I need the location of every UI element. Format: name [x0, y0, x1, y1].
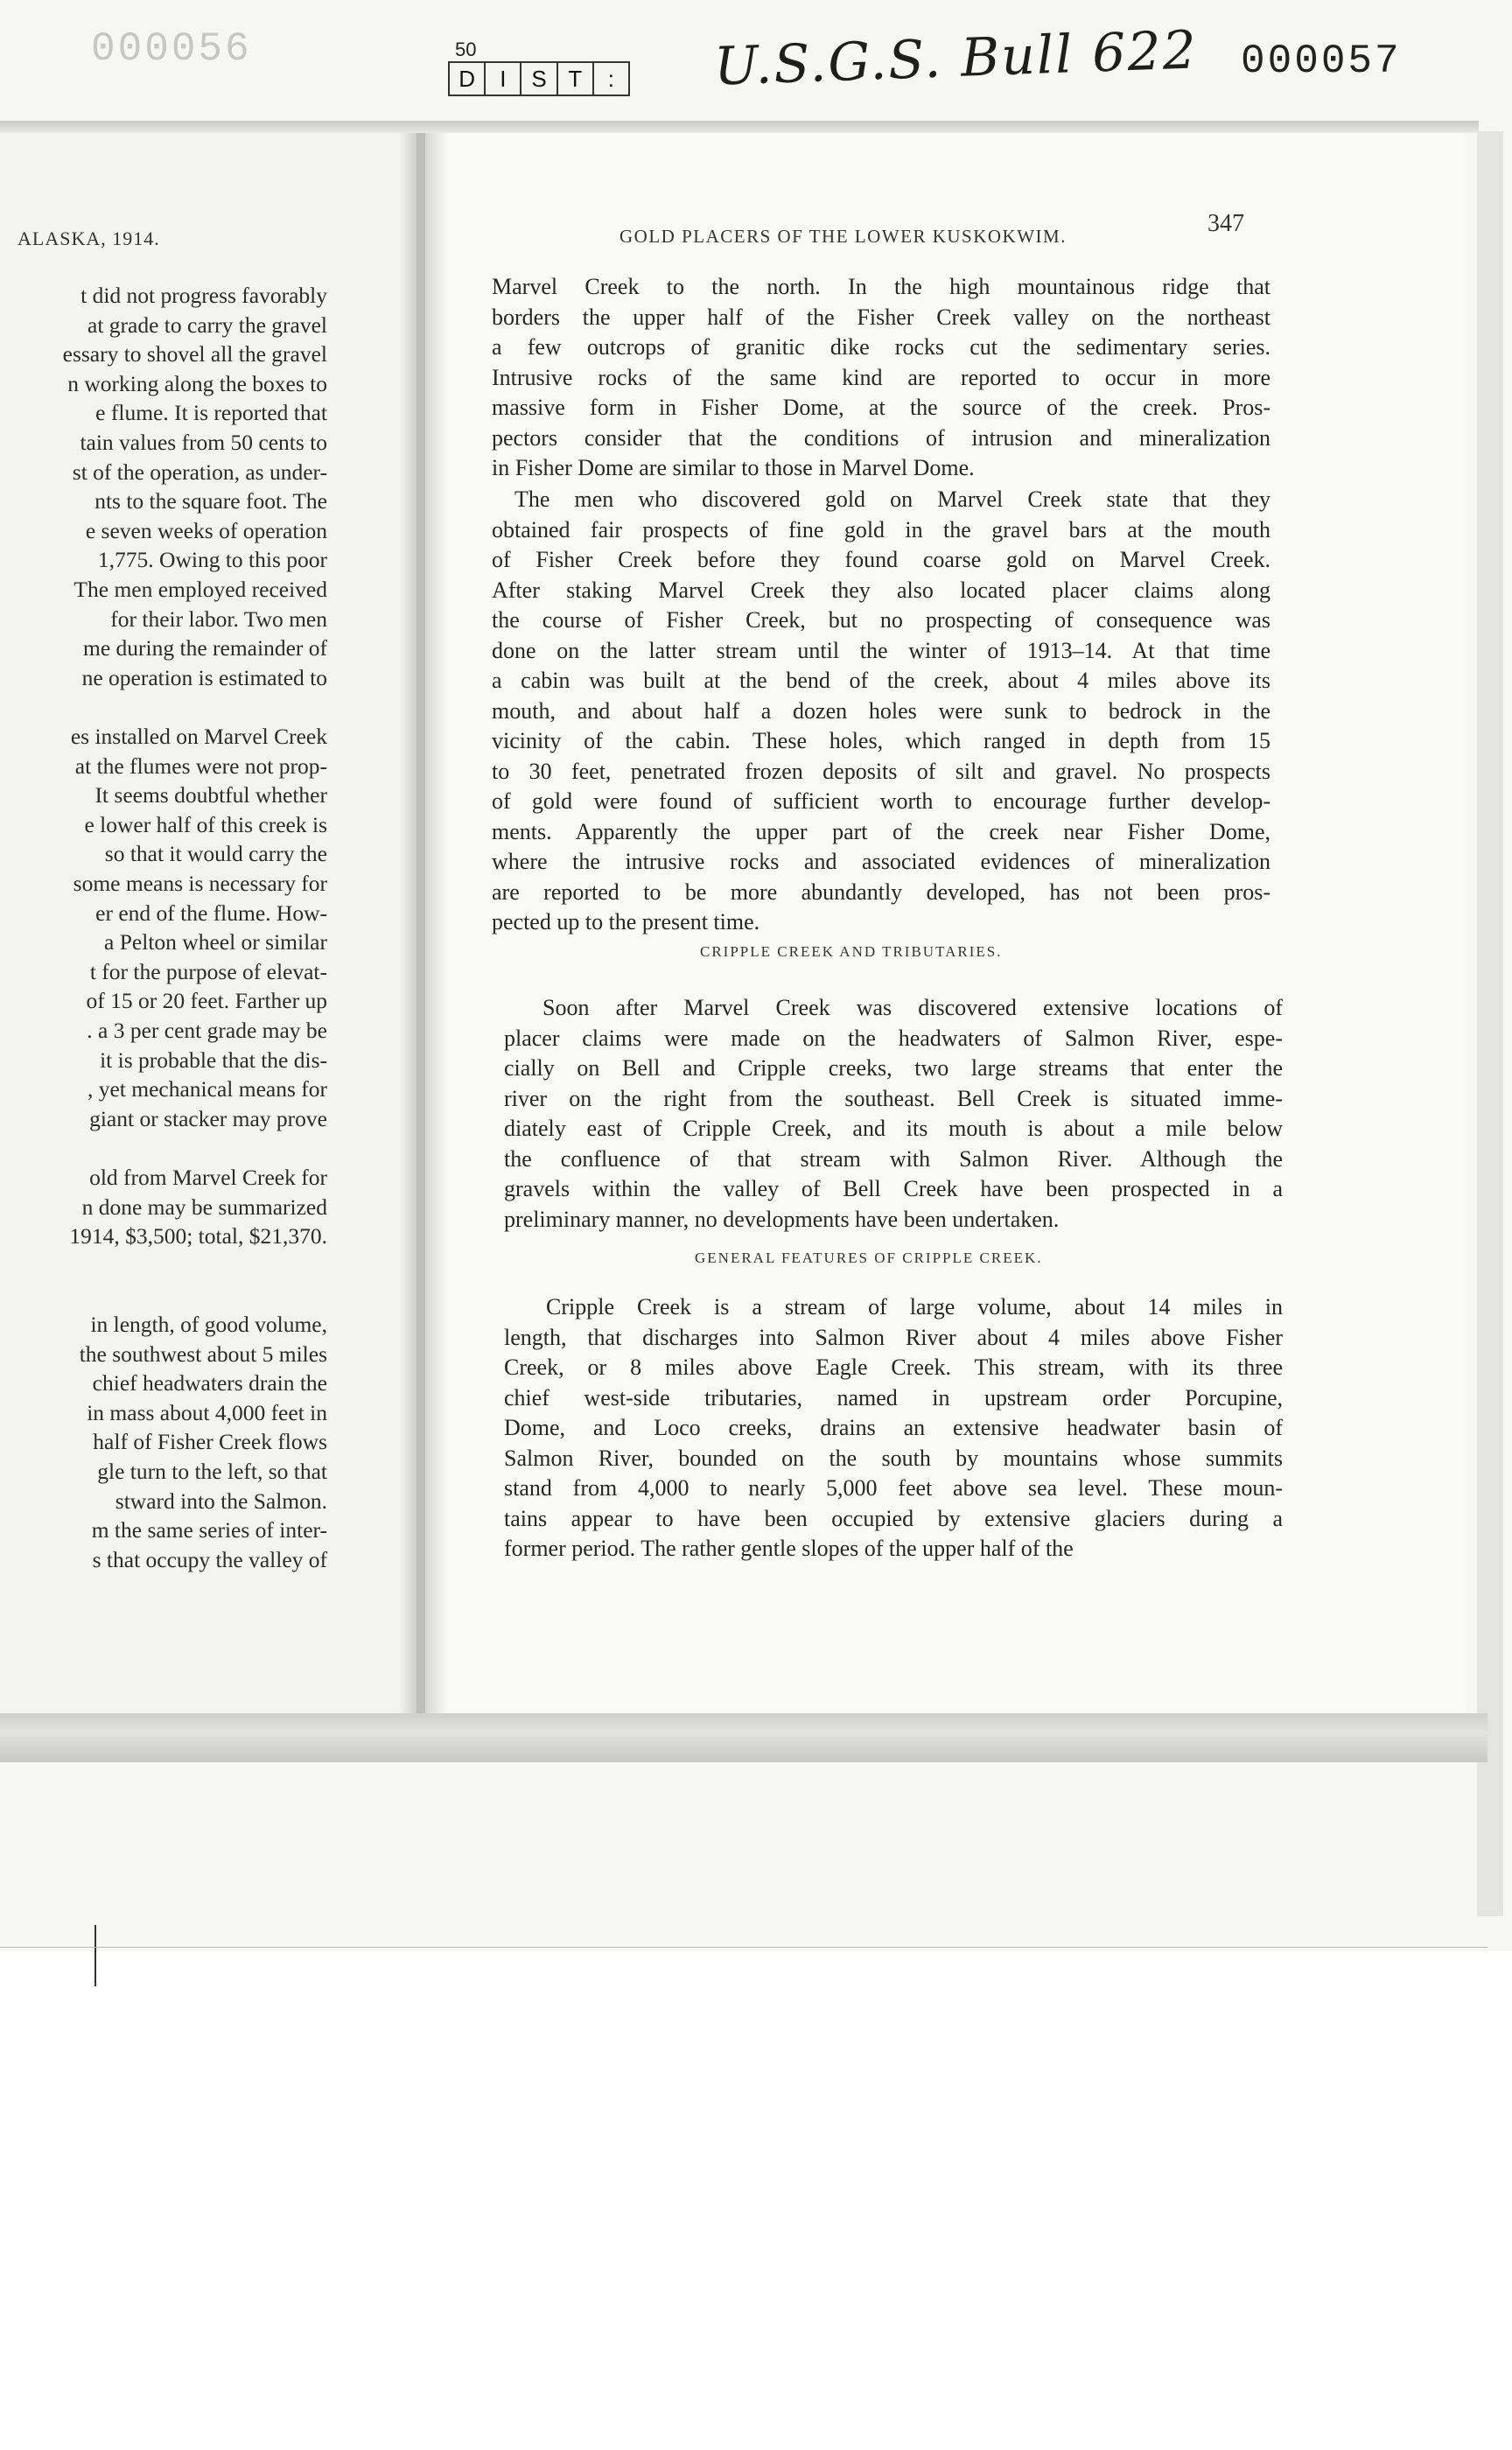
handwritten-reference: U.S.G.S. Bull 622	[712, 19, 1199, 98]
paragraph-line: stand from 4,000 to nearly 5,000 feet above sea level. These moun-	[504, 1475, 1283, 1501]
running-head: GOLD PLACERS OF THE LOWER KUSKOKWIM.	[620, 226, 1067, 247]
left-page-line: er end of the flume. How-	[95, 900, 327, 926]
paragraph-line: Cripple Creek is a stream of large volume, about 14 miles in	[546, 1294, 1283, 1320]
paragraph-line: length, that discharges into Salmon River about 4 miles above Fisher	[504, 1324, 1283, 1350]
paragraph-line: are reported to be more abundantly developed, has not been pros-	[492, 878, 1270, 905]
archive-number: 50	[455, 38, 477, 60]
paragraph-line: former period. The rather gentle slopes of the upper half of the	[504, 1536, 1074, 1561]
book-gutter	[416, 133, 425, 1713]
paragraph-line: Intrusive rocks of the same kind are reported to occur in more	[492, 364, 1270, 390]
left-page-line: chief headwaters drain the	[92, 1370, 327, 1396]
left-page-line: e lower half of this creek is	[84, 811, 327, 837]
left-page-line: the southwest about 5 miles	[79, 1340, 327, 1367]
paragraph-line: where the intrusive rocks and associated evidences of mineralization	[492, 849, 1270, 874]
paragraph-line: gravels within the valley of Bell Creek have been prospected in a	[504, 1176, 1283, 1201]
left-page-line: . a 3 per cent grade may be	[87, 1018, 327, 1043]
archive-cell: S	[522, 63, 557, 94]
paragraph-line: After staking Marvel Creek they also located placer claims along	[492, 577, 1270, 603]
left-page-line: st of the operation, as under-	[72, 458, 327, 485]
archive-label	[448, 61, 630, 96]
left-page-line: old from Marvel Creek for	[89, 1165, 327, 1190]
paragraph-line: preliminary manner, no developments have been undertaken.	[504, 1206, 1060, 1232]
book-top-edge	[0, 121, 1479, 133]
archive-cell: I	[486, 63, 522, 94]
left-page-line: s that occupy the valley of	[92, 1546, 327, 1572]
section-heading-general-features: GENERAL FEATURES OF CRIPPLE CREEK.	[695, 1250, 1043, 1266]
left-page-line: nts to the square foot. The	[94, 488, 327, 514]
left-page-line: some means is necessary for	[73, 871, 327, 896]
left-page-line: at the flumes were not prop-	[74, 752, 327, 779]
paragraph-line: Salmon River, bounded on the south by mountains whose summits	[504, 1445, 1283, 1471]
left-page-line: me during the remainder of	[83, 635, 327, 662]
left-page-line: in mass about 4,000 feet in	[87, 1399, 327, 1425]
left-page-line: stward into the Salmon.	[115, 1488, 327, 1514]
left-page-line: 1914, $3,500; total, $21,370.	[69, 1223, 327, 1250]
paragraph-line: in Fisher Dome are similar to those in Marvel Dome.	[492, 455, 975, 480]
left-page-line: e flume. It is reported that	[95, 400, 327, 426]
left-page-line: n working along the boxes to	[67, 370, 327, 396]
paragraph-line: mouth, and about half a dozen holes were sunk to bedrock in the	[492, 697, 1270, 724]
paragraph-line: The men who discovered gold on Marvel Creek state that they	[514, 486, 1270, 512]
paragraph-line: done on the latter stream until the winter of 1913–14. At that time	[492, 637, 1270, 663]
section-heading-cripple-creek: CRIPPLE CREEK AND TRIBUTARIES.	[700, 943, 1003, 960]
paragraph-line: Creek, or 8 miles above Eagle Creek. This stream, with its three	[504, 1354, 1283, 1380]
paragraph-line: the confluence of that stream with Salmon River. Although the	[504, 1145, 1283, 1172]
left-page-line: e seven weeks of operation	[85, 517, 327, 543]
paragraph-line: chief west-side tributaries, named in upstream order Porcupine,	[504, 1384, 1283, 1410]
left-page-line: giant or stacker may prove	[89, 1105, 327, 1131]
paragraph-line: to 30 feet, penetrated frozen deposits of silt and gravel. No prospects	[492, 758, 1270, 784]
left-page-line: m the same series of inter-	[91, 1517, 327, 1544]
right-page-shadow	[425, 133, 448, 1713]
left-page-line: t did not progress favorably	[80, 283, 327, 308]
paragraph-line: Dome, and Loco creeks, drains an extensive headwater basin of	[504, 1415, 1283, 1440]
left-page-line: It seems doubtful whether	[94, 782, 327, 808]
left-page-line: , yet mechanical means for	[87, 1076, 327, 1102]
left-page-line: es installed on Marvel Creek	[70, 724, 327, 749]
document-id: 000057	[1241, 38, 1402, 84]
left-page-line: tain values from 50 cents to	[80, 430, 327, 455]
left-page-line: half of Fisher Creek flows	[93, 1429, 327, 1455]
left-page-line: ne operation is estimated to	[81, 664, 327, 690]
page-edges	[1477, 131, 1503, 1916]
paragraph-line: of gold were found of sufficient worth to encourage further develop-	[492, 788, 1270, 814]
scan-edge-line	[0, 1947, 1488, 1948]
paragraph-line: tains appear to have been occupied by extensive glaciers during a	[504, 1505, 1283, 1531]
paragraph-line: a cabin was built at the bend of the creek, about 4 miles above its	[492, 668, 1270, 693]
paragraph-line: the course of Fisher Creek, but no prospecting of consequence was	[492, 607, 1270, 633]
paragraph-line: river on the right from the southeast. Bell Creek is situated imme-	[504, 1085, 1283, 1111]
paragraph-line: obtained fair prospects of fine gold in the gravel bars at the mouth	[492, 516, 1270, 542]
paragraph-line: of Fisher Creek before they found coarse gold on Marvel Creek.	[492, 547, 1270, 572]
paragraph-line: borders the upper half of the Fisher Creek valley on the northeast	[492, 304, 1270, 330]
page-number: 347	[1208, 210, 1244, 237]
left-page-line: for their labor. Two men	[110, 606, 327, 632]
left-page	[0, 133, 416, 1713]
left-page-line: The men employed received	[74, 577, 327, 602]
paragraph-line: cially on Bell and Cripple creeks, two large streams that enter the	[504, 1055, 1283, 1081]
crop-mark	[94, 1925, 96, 1986]
paragraph-line: ments. Apparently the upper part of the creek near Fisher Dome,	[492, 818, 1270, 844]
archive-cell: T	[558, 63, 594, 94]
left-page-line: gle turn to the left, so that	[97, 1459, 327, 1484]
left-page-line: n done may be summarized	[81, 1194, 327, 1220]
left-page-line: in length, of good volume,	[90, 1312, 327, 1337]
paragraph-line: pected up to the present time.	[492, 909, 760, 934]
paragraph-line: massive form in Fisher Dome, at the source of the creek. Pros-	[492, 395, 1270, 420]
paragraph-line: pectors consider that the conditions of intrusion and mineralization	[492, 424, 1270, 451]
archive-cell: :	[607, 65, 615, 92]
paragraph-line: diately east of Cripple Creek, and its mouth is about a mile below	[504, 1116, 1283, 1141]
paragraph-line: Soon after Marvel Creek was discovered extensive locations of	[542, 995, 1283, 1020]
left-page-line: 1,775. Owing to this poor	[97, 547, 327, 573]
paragraph-line: Marvel Creek to the north. In the high mountainous ridge that	[492, 274, 1270, 299]
left-page-line: so that it would carry the	[104, 841, 327, 867]
ghost-document-id: 000056	[91, 26, 252, 72]
paragraph-line: vicinity of the cabin. These holes, which ranged in depth from 15	[492, 728, 1270, 753]
archive-cell: D	[450, 63, 486, 94]
left-page-header: ALASKA, 1914.	[18, 228, 160, 249]
paragraph-line: placer claims were made on the headwaters of Salmon River, espe-	[504, 1025, 1283, 1051]
left-page-line: of 15 or 20 feet. Farther up	[86, 988, 327, 1014]
left-page-line: t for the purpose of elevat-	[89, 958, 327, 984]
left-page-line: at grade to carry the gravel	[88, 312, 327, 338]
paragraph-line: a few outcrops of granitic dike rocks cut the sedimentary series.	[492, 334, 1270, 360]
book-bottom-edge	[0, 1713, 1488, 1762]
left-page-line: it is probable that the dis-	[100, 1046, 327, 1073]
left-page-line: essary to shovel all the gravel	[62, 341, 327, 368]
left-page-line: a Pelton wheel or similar	[104, 929, 327, 956]
